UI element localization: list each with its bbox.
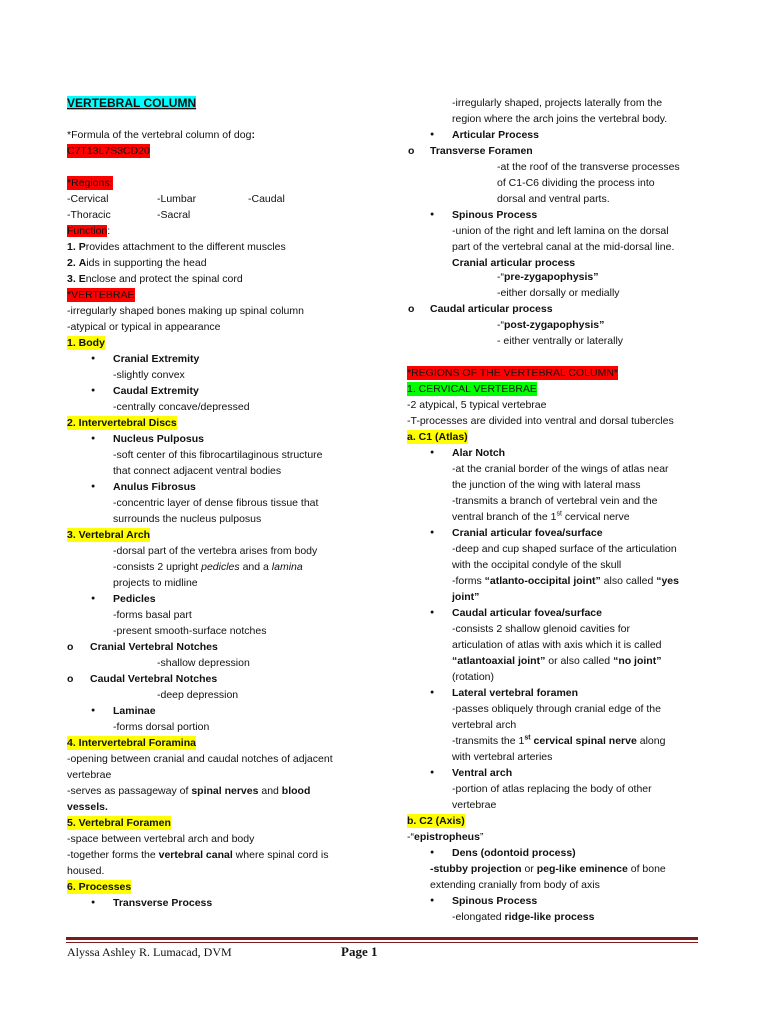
text-line: -either dorsally or medially [497,287,620,299]
text-line: -present smooth-surface notches [113,625,267,637]
formula-label: *Formula of the vertebral column of dog: [67,129,255,141]
text-line: of C1-C6 dividing the process into [497,177,655,189]
bullet-item: ● Pedicles [113,592,156,606]
text-line: -consists 2 upright pedicles and a lamina [113,561,303,573]
text-line: projects to midline [113,577,198,589]
text-line: extending cranially from body of axis [430,879,600,891]
text-line: surrounds the nucleus pulposus [113,513,262,525]
text-line: articulation of atlas with axis which it is called [452,639,662,651]
section-heading: 3. Vertebral Arch [67,529,151,541]
text-line: -opening between cranial and caudal notches of adjacent [67,753,333,765]
bullet-item: ● Anulus Fibrosus [113,480,196,494]
text-line: -passes obliquely through cranial edge of the [452,703,661,715]
text-line: -atypical or typical in appearance [67,321,221,333]
text-line: with the occipital condyle of the skull [452,559,622,571]
bullet-item: ● Transverse Process [113,896,212,910]
text-line: -concentric layer of dense fibrous tissue that [113,497,319,509]
bullet-item: ● Articular Process [452,128,539,142]
text-line: -consists 2 shallow glenoid cavities for [452,623,630,635]
bullet-item: ● Nucleus Pulposus [113,432,204,446]
bullet-item: ● Ventral arch [452,766,512,780]
function-item: 1. Provides attachment to the different muscles [67,241,286,253]
text-line: vertebrae [67,769,112,781]
bullet-item: ● Laminae [113,704,156,718]
sub-item: Caudal articular process [430,303,553,315]
o-bullet-icon: o [408,145,415,157]
bullet-item: ● Spinous Process [452,894,537,908]
text-line: -transmits the 1st cervical spinal nerve along [452,734,666,747]
section-heading: 1. Body [67,337,105,349]
bullet-item: ● Dens (odontoid process) [452,846,576,860]
region-item: -Cervical [67,193,109,205]
text-line: vertebral arch [452,719,517,731]
text-line: -centrally concave/depressed [113,401,250,413]
text-line: with vertebral arteries [452,751,553,763]
text-line: -serves as passageway of spinal nerves and blood [67,785,311,797]
text-line: -2 atypical, 5 typical vertebrae [407,399,547,411]
formula-value: C7T13L7S3CD20 [67,145,150,157]
text-line: region where the arch joins the vertebral body. [452,113,668,125]
page-number: Page 1 [341,944,378,959]
text-line: -“pre-zygapophysis” [497,271,599,283]
bullet-item: ● Lateral vertebral foramen [452,686,578,700]
text-line: -shallow depression [157,657,250,669]
text-line: -portion of atlas replacing the body of other [452,783,652,795]
text-line: -space between vertebral arch and body [67,833,255,845]
text-line: vertebrae [452,799,497,811]
section-heading: 2. Intervertebral Discs [67,417,177,429]
text-line: part of the vertebral canal at the mid-dorsal line. [452,241,675,253]
text-line: -at the cranial border of the wings of atlas near [452,463,669,475]
page-title: VERTEBRAL COLUMN [67,96,197,110]
region-item: -Lumbar [157,193,197,205]
bullet-item: ● Caudal Extremity [113,384,199,398]
text-line: -dorsal part of the vertebra arises from body [113,545,318,557]
function-item: 2. Aids in supporting the head [67,257,207,269]
o-bullet-icon: o [67,673,74,685]
text-line: -forms dorsal portion [113,721,210,733]
section-heading: 4. Intervertebral Foramina [67,737,196,749]
bullet-item: ● Spinous Process [452,208,537,222]
section-heading: 1. CERVICAL VERTEBRAE [407,383,537,395]
text-line: joint” [452,591,480,603]
text-line: -elongated ridge-like process [452,911,595,923]
text-line: -deep depression [157,689,239,701]
section-heading: 6. Processes [67,881,132,893]
text-line: -stubby projection or peg-like eminence of bone [430,863,666,875]
region-item: -Sacral [157,209,191,221]
text-line: -slightly convex [113,369,185,381]
text-line: -“epistropheus” [407,831,484,843]
text-line: -irregularly shaped, projects laterally from the [452,97,663,109]
text-line: dorsal and ventral parts. [497,193,610,205]
text-line: the junction of the wing with lateral mass [452,479,641,491]
footer-rule-thin [66,942,698,943]
sub-item: Transverse Foramen [430,145,533,157]
text-line: -union of the right and left lamina on the dorsal [452,225,669,237]
text-line: housed. [67,865,105,877]
text-line: -irregularly shaped bones making up spinal column [67,305,304,317]
o-bullet-icon: o [67,641,74,653]
sub-item: Cranial Vertebral Notches [90,641,218,653]
regions-label: *Regions: [67,177,113,189]
bullet-item: ● Cranial articular fovea/surface [452,526,603,540]
text-line: -transmits a branch of vertebral vein and the [452,495,658,507]
sub-item: Caudal Vertebral Notches [90,673,218,685]
text-line: - either ventrally or laterally [497,335,624,347]
text-line: -forms basal part [113,609,192,621]
text-line: that connect adjacent ventral bodies [113,465,282,477]
text-line: -T-processes are divided into ventral and dorsal tubercles [407,415,674,427]
section-heading: a. C1 (Atlas) [407,431,468,443]
text-line: ventral branch of the 1st cervical nerve [452,510,630,523]
text-line: -“post-zygapophysis” [497,319,605,331]
sub-item: Cranial articular process [452,257,576,269]
function-label: Function: [67,225,111,237]
text-line: -deep and cup shaped surface of the articulation [452,543,677,555]
section-heading: 5. Vertebral Foramen [67,817,171,829]
region-item: -Thoracic [67,209,111,221]
function-item: 3. Enclose and protect the spinal cord [67,273,243,285]
bullet-item: ● Caudal articular fovea/surface [452,606,602,620]
text-line: (rotation) [452,671,495,683]
vertebrae-label: *VERTEBRAE [67,289,135,301]
section-heading: b. C2 (Axis) [407,815,465,827]
text-line: “atlantoaxial joint” or also called “no joint” [452,655,662,667]
text-line: vessels. [67,801,108,813]
text-line: -together forms the vertebral canal where spinal cord is [67,849,329,861]
bullet-item: ● Alar Notch [452,446,505,460]
footer-author: Alyssa Ashley R. Lumacad, DVM [67,945,232,959]
bullet-item: ● Cranial Extremity [113,352,199,366]
region-item: -Caudal [248,193,285,205]
text-line: -forms “atlanto-occipital joint” also called “yes [452,575,679,587]
footer-rule-thick [66,937,698,940]
text-line: -at the roof of the transverse processes [497,161,680,173]
text-line: -soft center of this fibrocartilaginous structure [113,449,323,461]
section-heading: *REGIONS OF THE VERTEBRAL COLUMN* [407,367,619,379]
o-bullet-icon: o [408,303,415,315]
